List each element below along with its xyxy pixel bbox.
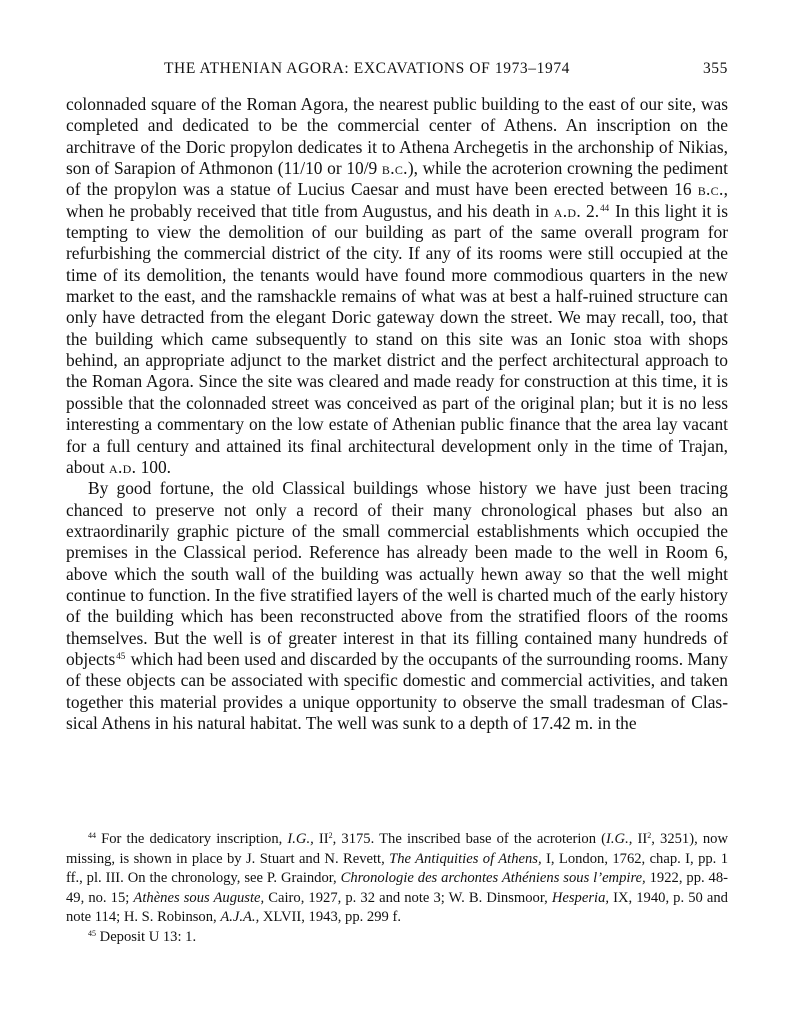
p2-text-2: which had been used and discarded by the occupants of the surrounding rooms. Many of these objects can be associated with specific domestic and commercial activities, and taken together this material provides a unique opportunity to observe the small tradesman of Classical Athens in his natural habitat. The well was sunk to a depth of 17.42 m. in the	[66, 648, 728, 733]
footnote-45-number: 45	[88, 928, 96, 938]
fn44-seg-b: II	[313, 831, 329, 847]
fn44-ital-g: Athènes sous Auguste,	[133, 889, 265, 906]
p1-text-3: , when he probably received that title from Augustus, and his death in	[66, 179, 728, 221]
p1-text-2: ), while the acroterion crowning the pediment of the propylon was a statue of Lucius Caesar and must have been erected between 16	[66, 158, 729, 200]
fn44-seg-c: , 3175. The inscribed base of the acroterion (	[332, 831, 607, 847]
fn44-seg-g: 1922, pp. 48-49, no. 15;	[66, 870, 729, 906]
p1-ad-2: a.d.	[108, 456, 137, 477]
running-header	[66, 60, 728, 84]
paragraph-1	[66, 94, 728, 478]
fn44-seg-i: IX, 1940, p. 50 and note 114; H. S. Robinson,	[66, 889, 728, 925]
p1-ad-1: a.d.	[553, 200, 582, 221]
fn44-seg-d: II	[632, 831, 648, 847]
fn44-ital-a: I.G.,	[287, 831, 314, 847]
footnote-45-text: Deposit U 13: 1.	[96, 928, 197, 945]
p1-text-6: 100.	[136, 456, 171, 477]
p1-text-4: 2.	[581, 200, 600, 221]
fn44-ital-i: A.J.A.,	[220, 909, 260, 925]
fn44-ital-h: Hesperia,	[551, 889, 610, 906]
fn44-ital-c: I.G.,	[606, 831, 633, 847]
fn44-sup-d: 2	[647, 831, 652, 840]
fn44-seg-h: Cairo, 1927, p. 32 and note 3; W. B. Dinsmoor,	[264, 889, 552, 906]
p1-bc-2: b.c.	[697, 179, 724, 200]
footnote-44-number: 44	[88, 831, 96, 840]
footnote-ref-45[interactable]: 45	[116, 650, 126, 661]
fn44-sup-b: 2	[328, 831, 333, 840]
fn44-seg-j: XLVII, 1943, pp. 299 f.	[259, 909, 401, 925]
p1-text-1: colonnaded square of the Roman Agora, the nearest public building to the east of our site, was completed and dedicated to be the commercial center of Athens. An inscription on the architrave of the Doric propylon dedicates it to Athena Archegetis in the archonship of Nikias, son of Sarapion of Athmonon (11/10 or 10/9	[66, 94, 728, 179]
footnote-ref-44[interactable]: 44	[600, 202, 610, 213]
footnote-44	[66, 830, 728, 928]
fn44-seg-a: For the dedicatory inscription,	[96, 831, 288, 847]
fn44-ital-e: The Antiquities of Athens,	[389, 850, 542, 867]
paragraph-2	[66, 478, 728, 734]
running-title: THE ATHENIAN AGORA: EXCAVATIONS OF 1973–1974	[163, 60, 571, 77]
fn44-seg-e: , 3251), now missing, is shown in place by J. Stuart and N. Revett,	[66, 831, 728, 867]
footnote-45	[66, 928, 728, 948]
body-text	[66, 94, 728, 734]
p2-text-1: By good fortune, the old Classical buildings whose history we have just been tracing chanced to preserve not only a record of their many chronological phases but also an extraordinarily graphic picture of the small commercial establishments which occupied the premises in the Classical period. Reference has already been made to the well in Room 6, above which the south wall of the building was actually hewn away so that the well might continue to function. In the five stratified layers of the well is charted much of the early history of the building which has been reconstructed above from the stratified floors of the rooms themselves. But the well is of greater interest in that its filling contained many hundreds of objects	[66, 478, 728, 669]
fn44-ital-f: Chronologie des archontes Athéniens sous l’empire,	[340, 870, 646, 886]
p1-bc-1: b.c.	[381, 158, 408, 179]
page-number: 355	[702, 60, 728, 77]
footnotes	[66, 830, 728, 947]
fn44-seg-f: I, London, 1762, chap. I, pp. 1 ff., pl. III. On the chronology, see P. Graindor,	[66, 850, 728, 886]
p1-text-5: In this light it is tempting to view the demolition of our building as part of the same overall program for refurbishing the commercial district of the city. If any of its rooms were still occupied at the time of its demolition, the tenants would have found more commodious quarters in the new market to the east, and the ramshackle remains of what was at best a half-ruined structure can only have detracted from the elegant Doric gateway down the street. We may recall, too, that the building which came subsequently to stand on this site was an Ionic stoa with shops behind, an appropriate adjunct to the market district and the perfect architectural approach to the Roman Agora. Since the site was cleared and made ready for construction at this time, it is possible that the colonnaded street was conceived as part of the original plan; but it is no less interesting a commentary on the low estate of Athenian public finance that the area lay vacant for a full century and attained its final architectural development only in the time of Trajan, about	[66, 200, 729, 477]
